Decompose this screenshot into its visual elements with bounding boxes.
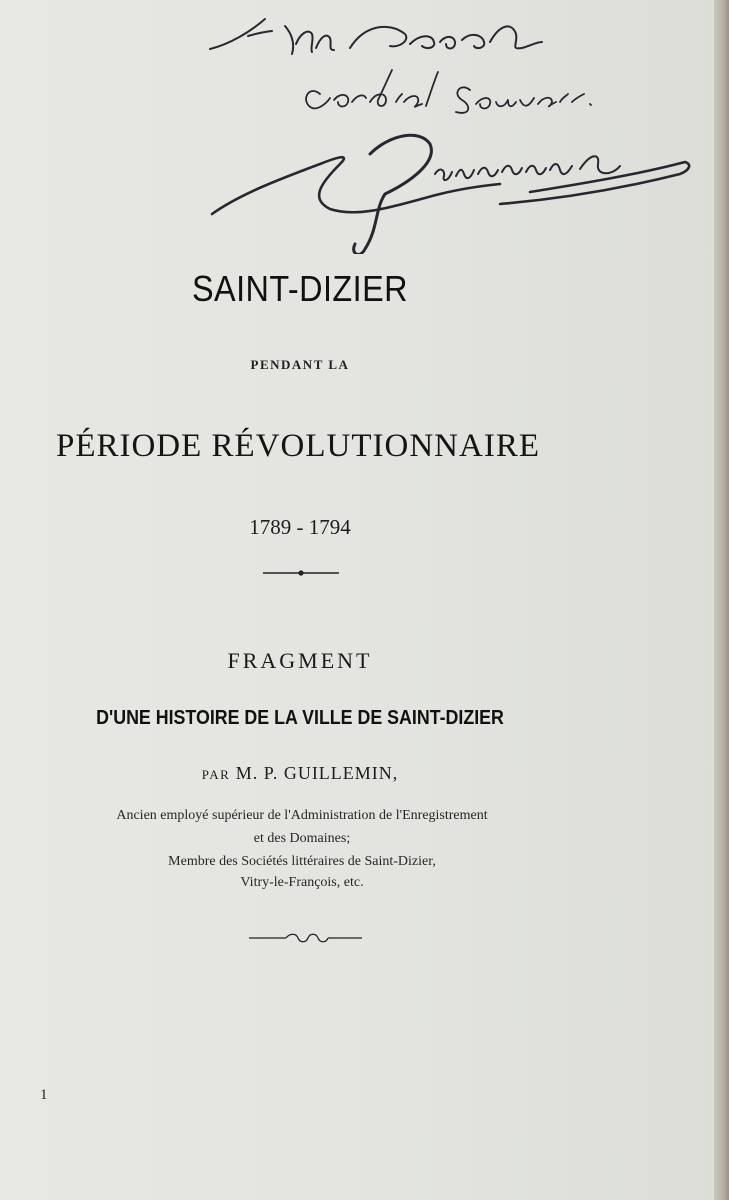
- history-heading: D'UNE HISTOIRE DE LA VILLE DE SAINT-DIZIER: [96, 707, 504, 729]
- handwritten-inscription: [200, 4, 720, 254]
- handwritten-dedication-and-signature: [200, 4, 720, 254]
- author-info-line: Vitry-le-François, etc.: [240, 875, 364, 890]
- ornament-flourish: [248, 930, 363, 946]
- author-name: M. P. GUILLEMIN,: [235, 763, 399, 783]
- page-number: 1: [40, 1087, 48, 1103]
- author-info-line: Membre des Sociétés littéraires de Saint-Dizier,: [168, 854, 436, 869]
- subtitle-large: PÉRIODE RÉVOLUTIONNAIRE: [55, 428, 541, 464]
- ornament-divider: [262, 566, 340, 580]
- author-prefix: PAR: [201, 767, 231, 782]
- subtitle-small: PENDANT LA: [250, 357, 350, 372]
- author-line: [0, 763, 600, 784]
- author-info-line: et des Domaines;: [253, 831, 351, 846]
- book-page-edge: [714, 0, 729, 1200]
- date-range: 1789 - 1794: [249, 515, 351, 539]
- book-title: SAINT-DIZIER: [191, 268, 409, 309]
- author-info-line: Ancien employé supérieur de l'Administration de l'Enregistrement: [116, 808, 488, 823]
- fragment-heading: FRAGMENT: [227, 648, 373, 673]
